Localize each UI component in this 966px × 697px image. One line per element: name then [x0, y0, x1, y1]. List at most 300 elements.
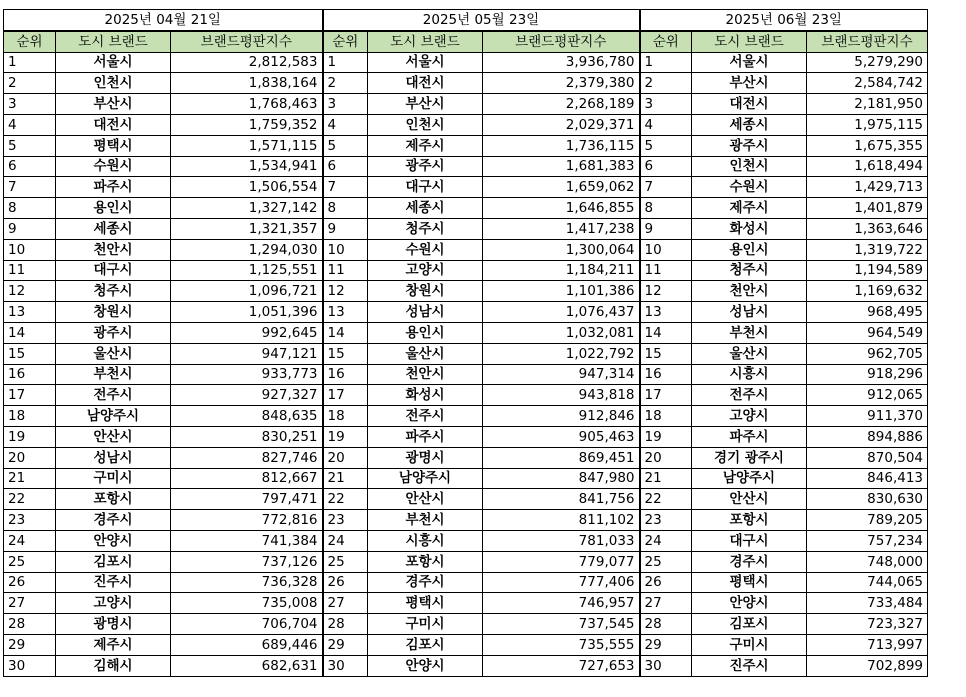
city-cell: 경주시 [368, 572, 483, 593]
rank-cell: 19 [4, 426, 56, 447]
rank-cell: 9 [4, 218, 56, 239]
city-cell: 세종시 [368, 198, 483, 219]
rank-cell: 23 [4, 510, 56, 531]
city-cell: 서울시 [368, 52, 483, 73]
rank-cell: 20 [640, 447, 692, 468]
index-cell: 1,363,646 [807, 218, 928, 239]
index-cell: 682,631 [171, 655, 323, 676]
rank-cell: 18 [4, 406, 56, 427]
index-cell: 772,816 [171, 510, 323, 531]
index-cell: 797,471 [171, 489, 323, 510]
index-cell: 947,314 [483, 364, 640, 385]
index-cell: 1,184,211 [483, 260, 640, 281]
city-cell: 구미시 [56, 468, 171, 489]
index-cell: 1,194,589 [807, 260, 928, 281]
index-cell: 918,296 [807, 364, 928, 385]
rank-cell: 15 [323, 343, 368, 364]
index-cell: 992,645 [171, 322, 323, 343]
table-row [4, 655, 928, 676]
ranking-table [3, 9, 928, 677]
rank-cell: 21 [640, 468, 692, 489]
rank-cell: 30 [640, 655, 692, 676]
index-cell: 911,370 [807, 406, 928, 427]
rank-cell: 9 [323, 218, 368, 239]
index-cell: 727,653 [483, 655, 640, 676]
table-row [4, 385, 928, 406]
city-cell: 부천시 [692, 322, 807, 343]
rank-cell: 13 [4, 302, 56, 323]
rank-cell: 24 [323, 530, 368, 551]
rank-cell: 7 [4, 177, 56, 198]
city-cell: 안산시 [368, 489, 483, 510]
index-cell: 1,736,115 [483, 135, 640, 156]
table-row [4, 447, 928, 468]
index-cell: 1,506,554 [171, 177, 323, 198]
city-cell: 화성시 [692, 218, 807, 239]
rank-cell: 14 [640, 322, 692, 343]
city-cell: 울산시 [56, 343, 171, 364]
rank-cell: 21 [4, 468, 56, 489]
rank-cell: 15 [4, 343, 56, 364]
city-cell: 경주시 [56, 510, 171, 531]
rank-cell: 26 [323, 572, 368, 593]
index-cell: 741,384 [171, 530, 323, 551]
table-row [4, 572, 928, 593]
city-cell: 서울시 [56, 52, 171, 73]
city-cell: 파주시 [692, 426, 807, 447]
period-date-1: 2025년 04월 21일 [4, 10, 323, 31]
index-cell: 912,065 [807, 385, 928, 406]
city-cell: 고양시 [368, 260, 483, 281]
city-cell: 시흥시 [692, 364, 807, 385]
city-cell: 대전시 [56, 114, 171, 135]
city-cell: 인천시 [368, 114, 483, 135]
city-cell: 파주시 [368, 426, 483, 447]
city-cell: 광주시 [56, 322, 171, 343]
city-cell: 평택시 [368, 593, 483, 614]
rank-cell: 12 [323, 281, 368, 302]
index-cell: 2,029,371 [483, 114, 640, 135]
city-header: 도시 브랜드 [692, 31, 807, 52]
city-cell: 전주시 [56, 385, 171, 406]
rank-cell: 13 [640, 302, 692, 323]
rank-cell: 27 [323, 593, 368, 614]
index-cell: 2,181,950 [807, 94, 928, 115]
rank-cell: 5 [4, 135, 56, 156]
rank-cell: 1 [640, 52, 692, 73]
city-cell: 성남시 [368, 302, 483, 323]
rank-cell: 17 [4, 385, 56, 406]
index-cell: 3,936,780 [483, 52, 640, 73]
index-cell: 848,635 [171, 406, 323, 427]
table-row [4, 614, 928, 635]
rank-cell: 11 [4, 260, 56, 281]
city-cell: 안양시 [56, 530, 171, 551]
index-cell: 1,169,632 [807, 281, 928, 302]
table-row [4, 135, 928, 156]
rank-header: 순위 [323, 31, 368, 52]
table-row [4, 177, 928, 198]
rank-cell: 9 [640, 218, 692, 239]
rank-cell: 7 [640, 177, 692, 198]
city-cell: 창원시 [368, 281, 483, 302]
city-cell: 진주시 [692, 655, 807, 676]
city-header: 도시 브랜드 [368, 31, 483, 52]
city-cell: 울산시 [368, 343, 483, 364]
rank-cell: 29 [640, 634, 692, 655]
rank-cell: 2 [640, 73, 692, 94]
city-cell: 대구시 [692, 530, 807, 551]
rank-cell: 4 [4, 114, 56, 135]
rank-cell: 6 [4, 156, 56, 177]
city-cell: 청주시 [368, 218, 483, 239]
city-cell: 포항시 [368, 551, 483, 572]
city-cell: 평택시 [692, 572, 807, 593]
index-cell: 737,545 [483, 614, 640, 635]
city-cell: 광주시 [692, 135, 807, 156]
city-cell: 수원시 [368, 239, 483, 260]
rank-cell: 4 [640, 114, 692, 135]
index-cell: 689,446 [171, 634, 323, 655]
rank-cell: 10 [323, 239, 368, 260]
rank-cell: 29 [323, 634, 368, 655]
index-cell: 1,401,879 [807, 198, 928, 219]
table-row [4, 343, 928, 364]
index-cell: 1,759,352 [171, 114, 323, 135]
index-cell: 870,504 [807, 447, 928, 468]
city-cell: 대구시 [56, 260, 171, 281]
city-cell: 수원시 [56, 156, 171, 177]
rank-cell: 2 [4, 73, 56, 94]
rank-cell: 16 [323, 364, 368, 385]
city-cell: 인천시 [692, 156, 807, 177]
index-cell: 1,319,722 [807, 239, 928, 260]
city-cell: 부산시 [692, 73, 807, 94]
rank-cell: 17 [640, 385, 692, 406]
city-cell: 안산시 [692, 489, 807, 510]
rank-cell: 29 [4, 634, 56, 655]
rank-cell: 24 [640, 530, 692, 551]
index-cell: 1,675,355 [807, 135, 928, 156]
index-cell: 830,251 [171, 426, 323, 447]
rank-cell: 17 [323, 385, 368, 406]
rank-cell: 18 [323, 406, 368, 427]
index-cell: 1,429,713 [807, 177, 928, 198]
city-cell: 제주시 [56, 634, 171, 655]
index-header: 브랜드평판지수 [483, 31, 640, 52]
rank-cell: 5 [323, 135, 368, 156]
index-cell: 713,997 [807, 634, 928, 655]
index-header: 브랜드평판지수 [807, 31, 928, 52]
table-row [4, 593, 928, 614]
city-cell: 용인시 [692, 239, 807, 260]
index-cell: 2,379,380 [483, 73, 640, 94]
rank-cell: 16 [4, 364, 56, 385]
city-cell: 제주시 [368, 135, 483, 156]
index-cell: 1,327,142 [171, 198, 323, 219]
city-header: 도시 브랜드 [56, 31, 171, 52]
index-cell: 847,980 [483, 468, 640, 489]
city-cell: 용인시 [368, 322, 483, 343]
city-cell: 천안시 [56, 239, 171, 260]
rank-header: 순위 [4, 31, 56, 52]
city-cell: 천안시 [692, 281, 807, 302]
city-cell: 구미시 [368, 614, 483, 635]
table-row [4, 364, 928, 385]
table-row [4, 468, 928, 489]
index-cell: 1,294,030 [171, 239, 323, 260]
city-cell: 고양시 [56, 593, 171, 614]
rank-cell: 10 [640, 239, 692, 260]
index-cell: 812,667 [171, 468, 323, 489]
city-cell: 수원시 [692, 177, 807, 198]
index-cell: 830,630 [807, 489, 928, 510]
index-cell: 779,077 [483, 551, 640, 572]
index-cell: 927,327 [171, 385, 323, 406]
index-cell: 846,413 [807, 468, 928, 489]
index-cell: 811,102 [483, 510, 640, 531]
index-cell: 943,818 [483, 385, 640, 406]
date-row [4, 10, 928, 31]
rank-cell: 28 [323, 614, 368, 635]
table-row [4, 198, 928, 219]
index-cell: 737,126 [171, 551, 323, 572]
city-cell: 구미시 [692, 634, 807, 655]
rank-cell: 14 [4, 322, 56, 343]
city-cell: 남양주시 [56, 406, 171, 427]
city-cell: 진주시 [56, 572, 171, 593]
index-header: 브랜드평판지수 [171, 31, 323, 52]
rank-cell: 6 [323, 156, 368, 177]
index-cell: 947,121 [171, 343, 323, 364]
index-cell: 1,838,164 [171, 73, 323, 94]
index-cell: 827,746 [171, 447, 323, 468]
rank-cell: 3 [4, 94, 56, 115]
rank-cell: 16 [640, 364, 692, 385]
rank-cell: 12 [640, 281, 692, 302]
city-cell: 김포시 [368, 634, 483, 655]
index-cell: 723,327 [807, 614, 928, 635]
index-cell: 962,705 [807, 343, 928, 364]
rank-cell: 27 [4, 593, 56, 614]
rank-cell: 19 [323, 426, 368, 447]
index-cell: 706,704 [171, 614, 323, 635]
city-cell: 김해시 [56, 655, 171, 676]
rank-cell: 8 [4, 198, 56, 219]
city-cell: 창원시 [56, 302, 171, 323]
rank-cell: 2 [323, 73, 368, 94]
index-cell: 1,534,941 [171, 156, 323, 177]
rank-cell: 22 [323, 489, 368, 510]
index-cell: 5,279,290 [807, 52, 928, 73]
index-cell: 781,033 [483, 530, 640, 551]
index-cell: 777,406 [483, 572, 640, 593]
rank-cell: 4 [323, 114, 368, 135]
period-date-2: 2025년 05월 23일 [323, 10, 640, 31]
rank-cell: 25 [323, 551, 368, 572]
city-cell: 청주시 [692, 260, 807, 281]
index-cell: 1,321,357 [171, 218, 323, 239]
table-row [4, 530, 928, 551]
table-row [4, 551, 928, 572]
rank-cell: 30 [323, 655, 368, 676]
index-cell: 2,268,189 [483, 94, 640, 115]
city-cell: 인천시 [56, 73, 171, 94]
city-cell: 용인시 [56, 198, 171, 219]
city-cell: 대전시 [368, 73, 483, 94]
city-cell: 고양시 [692, 406, 807, 427]
city-cell: 김포시 [56, 551, 171, 572]
city-cell: 부천시 [368, 510, 483, 531]
table-row [4, 94, 928, 115]
city-cell: 대전시 [692, 94, 807, 115]
index-cell: 757,234 [807, 530, 928, 551]
rank-cell: 1 [4, 52, 56, 73]
rank-cell: 13 [323, 302, 368, 323]
rank-cell: 10 [4, 239, 56, 260]
city-cell: 김포시 [692, 614, 807, 635]
rank-cell: 23 [323, 510, 368, 531]
table-row [4, 634, 928, 655]
index-cell: 735,555 [483, 634, 640, 655]
table-row [4, 426, 928, 447]
index-cell: 964,549 [807, 322, 928, 343]
rank-cell: 8 [323, 198, 368, 219]
rank-cell: 5 [640, 135, 692, 156]
city-cell: 광명시 [56, 614, 171, 635]
city-cell: 울산시 [692, 343, 807, 364]
table-row [4, 218, 928, 239]
index-cell: 869,451 [483, 447, 640, 468]
rank-cell: 18 [640, 406, 692, 427]
table-row [4, 489, 928, 510]
rank-cell: 11 [323, 260, 368, 281]
index-cell: 1,417,238 [483, 218, 640, 239]
rank-cell: 19 [640, 426, 692, 447]
city-cell: 부산시 [56, 94, 171, 115]
rank-cell: 3 [640, 94, 692, 115]
index-cell: 841,756 [483, 489, 640, 510]
index-cell: 746,957 [483, 593, 640, 614]
rank-cell: 7 [323, 177, 368, 198]
city-cell: 안양시 [368, 655, 483, 676]
rank-cell: 22 [4, 489, 56, 510]
rank-cell: 6 [640, 156, 692, 177]
index-cell: 744,065 [807, 572, 928, 593]
rank-cell: 27 [640, 593, 692, 614]
city-cell: 평택시 [56, 135, 171, 156]
city-cell: 시흥시 [368, 530, 483, 551]
rank-cell: 12 [4, 281, 56, 302]
table-row [4, 114, 928, 135]
rank-cell: 22 [640, 489, 692, 510]
city-cell: 화성시 [368, 385, 483, 406]
city-cell: 경기 광주시 [692, 447, 807, 468]
index-cell: 789,205 [807, 510, 928, 531]
index-cell: 968,495 [807, 302, 928, 323]
index-cell: 735,008 [171, 593, 323, 614]
city-cell: 제주시 [692, 198, 807, 219]
city-cell: 청주시 [56, 281, 171, 302]
city-cell: 전주시 [368, 406, 483, 427]
index-cell: 933,773 [171, 364, 323, 385]
city-cell: 경주시 [692, 551, 807, 572]
rank-cell: 28 [4, 614, 56, 635]
index-cell: 1,300,064 [483, 239, 640, 260]
table-row [4, 52, 928, 73]
index-cell: 912,846 [483, 406, 640, 427]
rank-cell: 28 [640, 614, 692, 635]
rank-cell: 23 [640, 510, 692, 531]
index-cell: 2,812,583 [171, 52, 323, 73]
index-cell: 1,659,062 [483, 177, 640, 198]
rank-cell: 1 [323, 52, 368, 73]
city-cell: 세종시 [56, 218, 171, 239]
index-cell: 894,886 [807, 426, 928, 447]
city-cell: 안양시 [692, 593, 807, 614]
city-cell: 성남시 [692, 302, 807, 323]
rank-header: 순위 [640, 31, 692, 52]
rank-cell: 8 [640, 198, 692, 219]
table-row [4, 73, 928, 94]
index-cell: 1,032,081 [483, 322, 640, 343]
city-cell: 대구시 [368, 177, 483, 198]
index-cell: 1,022,792 [483, 343, 640, 364]
table-row [4, 281, 928, 302]
table-row [4, 239, 928, 260]
city-cell: 천안시 [368, 364, 483, 385]
city-cell: 성남시 [56, 447, 171, 468]
city-cell: 남양주시 [368, 468, 483, 489]
index-cell: 1,096,721 [171, 281, 323, 302]
index-cell: 905,463 [483, 426, 640, 447]
rank-cell: 24 [4, 530, 56, 551]
city-cell: 안산시 [56, 426, 171, 447]
table-row [4, 406, 928, 427]
rank-cell: 14 [323, 322, 368, 343]
rank-cell: 25 [4, 551, 56, 572]
index-cell: 1,646,855 [483, 198, 640, 219]
index-cell: 748,000 [807, 551, 928, 572]
period-date-3: 2025년 06월 23일 [640, 10, 928, 31]
city-cell: 서울시 [692, 52, 807, 73]
index-cell: 736,328 [171, 572, 323, 593]
rank-cell: 26 [640, 572, 692, 593]
table-row [4, 260, 928, 281]
city-cell: 광주시 [368, 156, 483, 177]
table-row [4, 156, 928, 177]
rank-cell: 25 [640, 551, 692, 572]
index-cell: 1,125,551 [171, 260, 323, 281]
city-cell: 광명시 [368, 447, 483, 468]
rank-cell: 30 [4, 655, 56, 676]
city-cell: 부천시 [56, 364, 171, 385]
rank-cell: 20 [323, 447, 368, 468]
rank-cell: 11 [640, 260, 692, 281]
index-cell: 1,101,386 [483, 281, 640, 302]
rank-cell: 3 [323, 94, 368, 115]
city-cell: 세종시 [692, 114, 807, 135]
table-row [4, 302, 928, 323]
index-cell: 1,768,463 [171, 94, 323, 115]
index-cell: 1,051,396 [171, 302, 323, 323]
index-cell: 2,584,742 [807, 73, 928, 94]
rank-cell: 15 [640, 343, 692, 364]
city-cell: 전주시 [692, 385, 807, 406]
index-cell: 1,571,115 [171, 135, 323, 156]
table-row [4, 510, 928, 531]
city-cell: 부산시 [368, 94, 483, 115]
